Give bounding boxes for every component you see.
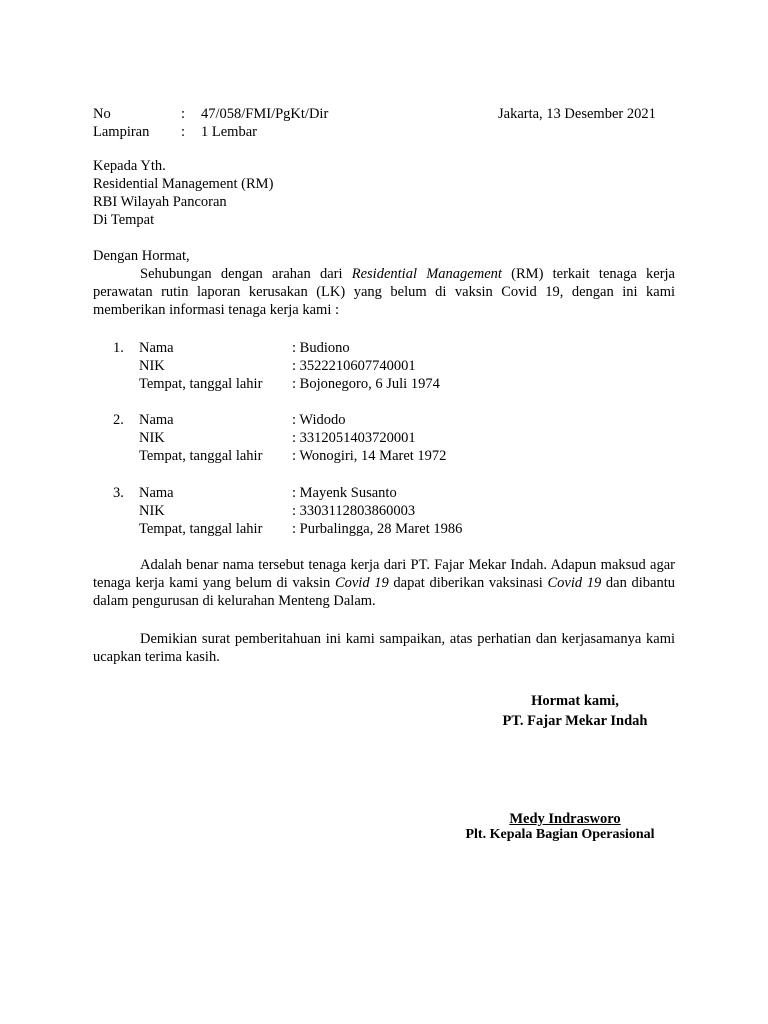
intro-paragraph [93,265,675,319]
worker-1-name-label: Nama [139,340,174,356]
closing-paragraph [93,630,675,666]
worker-2-name: : Widodo [292,412,346,428]
addressee-line-2: Residential Management (RM) [93,176,274,192]
lampiran-label: Lampiran [93,124,150,140]
worker-3-name: : Mayenk Susanto [292,485,397,501]
worker-1-name: : Budiono [292,340,350,356]
worker-1-number: 1. [113,340,124,356]
worker-1-ttl: : Bojonegoro, 6 Juli 1974 [292,376,440,392]
statement-text-a: Adalah benar nama tersebut tenaga kerja dari PT. Fajar Mekar Indah. Adapun maksud agar tenaga kerja kami yang belum di vaksin [93,557,675,591]
statement-italic-2: Covid 19 [547,575,602,591]
worker-1-nik: : 3522210607740001 [292,358,416,374]
intro-text-b: (RM) terkait tenaga kerja perawatan rutin laporan kerusakan (LK) yang belum di vaksin Covid 19, dengan ini kami memberikan informasi tenaga kerja kami : [93,266,675,318]
signatory-title: Plt. Kepala Bagian Operasional [465,827,655,842]
worker-2-ttl: : Wonogiri, 14 Maret 1972 [292,448,447,464]
intro-text-italic: Residential Management [351,266,502,282]
signatory-name-text: Medy Indrasworo [509,811,621,827]
signature-closing: Hormat kami, [531,693,619,709]
worker-2-number: 2. [113,412,124,428]
signature-company: PT. Fajar Mekar Indah [502,713,648,729]
worker-1-ttl-label: Tempat, tanggal lahir [139,376,263,392]
addressee-line-4: Di Tempat [93,212,155,228]
worker-3-name-label: Nama [139,485,174,501]
letter-date: Jakarta, 13 Desember 2021 [498,106,656,122]
no-colon: : [181,106,186,122]
worker-3-number: 3. [113,485,124,501]
lampiran-value: 1 Lembar [201,124,257,140]
worker-3-nik: : 3303112803860003 [292,503,416,519]
statement-text-b: dapat diberikan vaksinasi [388,575,548,591]
lampiran-colon: : [181,124,186,140]
statement-paragraph [93,556,675,610]
addressee-line-3: RBI Wilayah Pancoran [93,194,227,210]
worker-1-nik-label: NIK [139,358,165,374]
intro-text-a: Sehubungan dengan arahan dari [140,266,352,282]
greeting: Dengan Hormat, [93,248,190,264]
worker-2-nik-label: NIK [139,430,165,446]
statement-text-c: dan dibantu dalam pengurusan di kelurahan Menteng Dalam. [93,575,675,609]
worker-3-ttl: : Purbalingga, 28 Maret 1986 [292,521,463,537]
worker-3-ttl-label: Tempat, tanggal lahir [139,521,263,537]
worker-2-nik: : 3312051403720001 [292,430,416,446]
worker-3-nik-label: NIK [139,503,165,519]
worker-2-ttl-label: Tempat, tanggal lahir [139,448,263,464]
letter-number: 47/058/FMI/PgKt/Dir [201,106,329,122]
addressee-line-1: Kepada Yth. [93,158,166,174]
closing-text: Demikian surat pemberitahuan ini kami sampaikan, atas perhatian dan kerjasamanya kami ucapkan terima kasih. [93,631,675,665]
no-label: No [93,106,111,122]
statement-italic-1: Covid 19 [334,575,389,591]
worker-2-name-label: Nama [139,412,174,428]
